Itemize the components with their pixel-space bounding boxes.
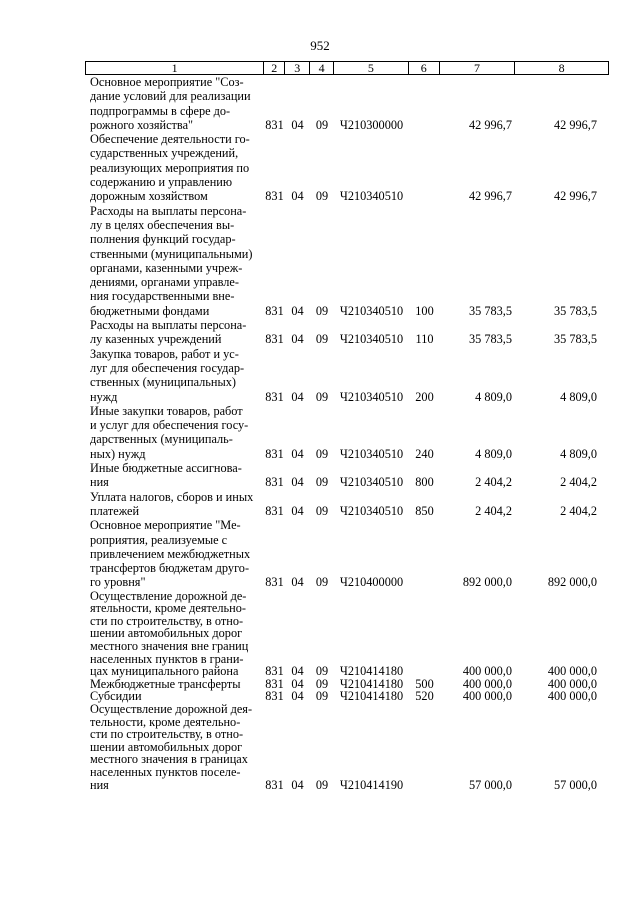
target-article-cell: Ч210340510 [339,303,404,318]
grbs-cell: 831 [265,332,284,347]
grbs-cell: 831 [265,676,284,691]
row-description: Иные закупки товаров, работ и услуг для обеспечения госу- дарственных (муниципаль- ных) нужд [90,403,249,461]
amount-cell-2: 42 996,7 [553,117,597,132]
row-description: Обеспечение деятельности го- сударственных учреждений, реализующих мероприятия по содержанию и управлению дорожным хозяйством [90,132,250,204]
amount-cell-1: 892 000,0 [462,575,512,590]
amount-cell-2: 35 783,5 [553,303,597,318]
expense-type-cell: 240 [415,446,434,461]
section-cell: 04 [291,332,304,347]
table-body [85,75,609,791]
section-cell: 04 [291,676,304,691]
subsection-cell: 09 [315,446,329,461]
table-row [85,590,609,678]
grbs-cell: 831 [265,117,284,132]
section-cell: 04 [291,689,304,704]
expense-type-cell: 800 [415,475,434,490]
table-row [85,204,609,318]
row-description: Основное мероприятие "Ме- роприятия, реализуемые с привлечением межбюджетных трансфертов бюджетам друго- го уровня" [90,518,251,590]
table-row [85,703,609,791]
amount-cell-2: 4 809,0 [560,446,597,461]
grbs-cell: 831 [265,664,284,679]
row-description: Осуществление дорожной де- ятельности, кроме деятельно- сти по строительству, в отно- шении автомобильных дорог местного значения вне границ населенных пунктов в грани- цах муниципального района [90,588,249,679]
amount-cell-1: 42 996,7 [468,117,512,132]
amount-cell-2: 2 404,2 [560,503,597,518]
target-article-cell: Ч210300000 [339,117,404,132]
section-cell: 04 [291,575,304,590]
section-cell: 04 [291,475,304,490]
subsection-cell: 09 [315,189,329,204]
amount-cell-2: 4 809,0 [560,389,597,404]
subsection-cell: 09 [315,389,329,404]
row-description: Закупка товаров, работ и ус- луг для обеспечения государ- ственных (муниципальных) нужд [90,346,245,404]
amount-cell-1: 35 783,5 [468,303,512,318]
table-header-row [85,61,609,75]
subsection-cell: 09 [315,777,329,792]
target-article-cell: Ч210340510 [339,332,404,347]
expense-type-cell: 100 [415,303,434,318]
target-article-cell: Ч210414180 [339,664,404,679]
header-cell: 6 [409,62,440,74]
amount-cell-1: 4 809,0 [475,446,512,461]
section-cell: 04 [291,503,304,518]
grbs-cell: 831 [265,777,284,792]
header-cell: 1 [86,62,264,74]
amount-cell-1: 400 000,0 [462,676,512,691]
row-description: Межбюджетные трансферты [90,676,241,691]
subsection-cell: 09 [315,689,329,704]
section-cell: 04 [291,189,304,204]
amount-cell-2: 35 783,5 [553,332,597,347]
header-cell: 7 [440,62,516,74]
section-cell: 04 [291,664,304,679]
section-cell: 04 [291,777,304,792]
amount-cell-1: 35 783,5 [468,332,512,347]
amount-cell-2: 400 000,0 [547,689,597,704]
table-row [85,75,609,132]
header-cell: 3 [285,62,310,74]
budget-table [85,61,609,791]
expense-type-cell: 500 [415,676,434,691]
grbs-cell: 831 [265,189,284,204]
grbs-cell: 831 [265,475,284,490]
expense-type-cell: 850 [415,503,434,518]
grbs-cell: 831 [265,303,284,318]
target-article-cell: Ч210400000 [339,575,404,590]
subsection-cell: 09 [315,475,329,490]
target-article-cell: Ч210340510 [339,475,404,490]
amount-cell-1: 2 404,2 [475,503,512,518]
grbs-cell: 831 [265,689,284,704]
row-description: Расходы на выплаты персона- лу казенных учреждений [90,318,247,347]
amount-cell-2: 57 000,0 [553,777,597,792]
amount-cell-1: 57 000,0 [468,777,512,792]
grbs-cell: 831 [265,446,284,461]
section-cell: 04 [291,303,304,318]
row-description: Субсидии [90,689,142,704]
grbs-cell: 831 [265,575,284,590]
section-cell: 04 [291,446,304,461]
table-row [85,490,609,519]
table-row [85,347,609,404]
target-article-cell: Ч210340510 [339,503,404,518]
header-cell: 4 [310,62,334,74]
amount-cell-2: 42 996,7 [553,189,597,204]
table-row [85,461,609,490]
row-description: Осуществление дорожной дея- тельности, кроме деятельно- сти по строительству, в отно- шении автомобильных дорог местного значения в границах населенных пунктов поселе- ния [90,702,253,792]
subsection-cell: 09 [315,503,329,518]
target-article-cell: Ч210414190 [339,777,404,792]
amount-cell-1: 4 809,0 [475,389,512,404]
target-article-cell: Ч210414180 [339,676,404,691]
expense-type-cell: 200 [415,389,434,404]
expense-type-cell: 110 [415,332,434,347]
amount-cell-1: 400 000,0 [462,664,512,679]
amount-cell-1: 42 996,7 [468,189,512,204]
table-row [85,404,609,461]
subsection-cell: 09 [315,117,329,132]
amount-cell-2: 2 404,2 [560,475,597,490]
subsection-cell: 09 [315,575,329,590]
amount-cell-2: 400 000,0 [547,676,597,691]
row-description: Расходы на выплаты персона- лу в целях обеспечения вы- полнения функций государ- ственными (муниципальными) органами, казенными учреж- дениями, органами управле- ния государственными вне- бюджетными фондами [90,203,253,318]
table-row [85,318,609,347]
section-cell: 04 [291,389,304,404]
amount-cell-2: 400 000,0 [547,664,597,679]
header-cell: 8 [558,61,565,75]
target-article-cell: Ч210340510 [339,389,404,404]
target-article-cell: Ч210340510 [339,189,404,204]
table-row [85,132,609,203]
subsection-cell: 09 [315,303,329,318]
grbs-cell: 831 [265,503,284,518]
subsection-cell: 09 [315,664,329,679]
row-description: Основное мероприятие "Соз- дание условий для реализации подпрограммы в сфере до- рожного хозяйства" [90,75,251,132]
target-article-cell: Ч210414180 [339,689,404,704]
subsection-cell: 09 [315,332,329,347]
grbs-cell: 831 [265,389,284,404]
row-description: Иные бюджетные ассигнова- ния [90,461,242,490]
page-number: 952 [310,38,330,53]
section-cell: 04 [291,117,304,132]
target-article-cell: Ч210340510 [339,446,404,461]
amount-cell-1: 400 000,0 [462,689,512,704]
amount-cell-1: 2 404,2 [475,475,512,490]
header-cell: 2 [264,62,285,74]
amount-cell-2: 892 000,0 [547,575,597,590]
header-cell: 5 [334,62,409,74]
row-description: Уплата налогов, сборов и иных платежей [90,489,254,518]
table-row [85,518,609,589]
expense-type-cell: 520 [415,689,434,704]
subsection-cell: 09 [315,676,329,691]
